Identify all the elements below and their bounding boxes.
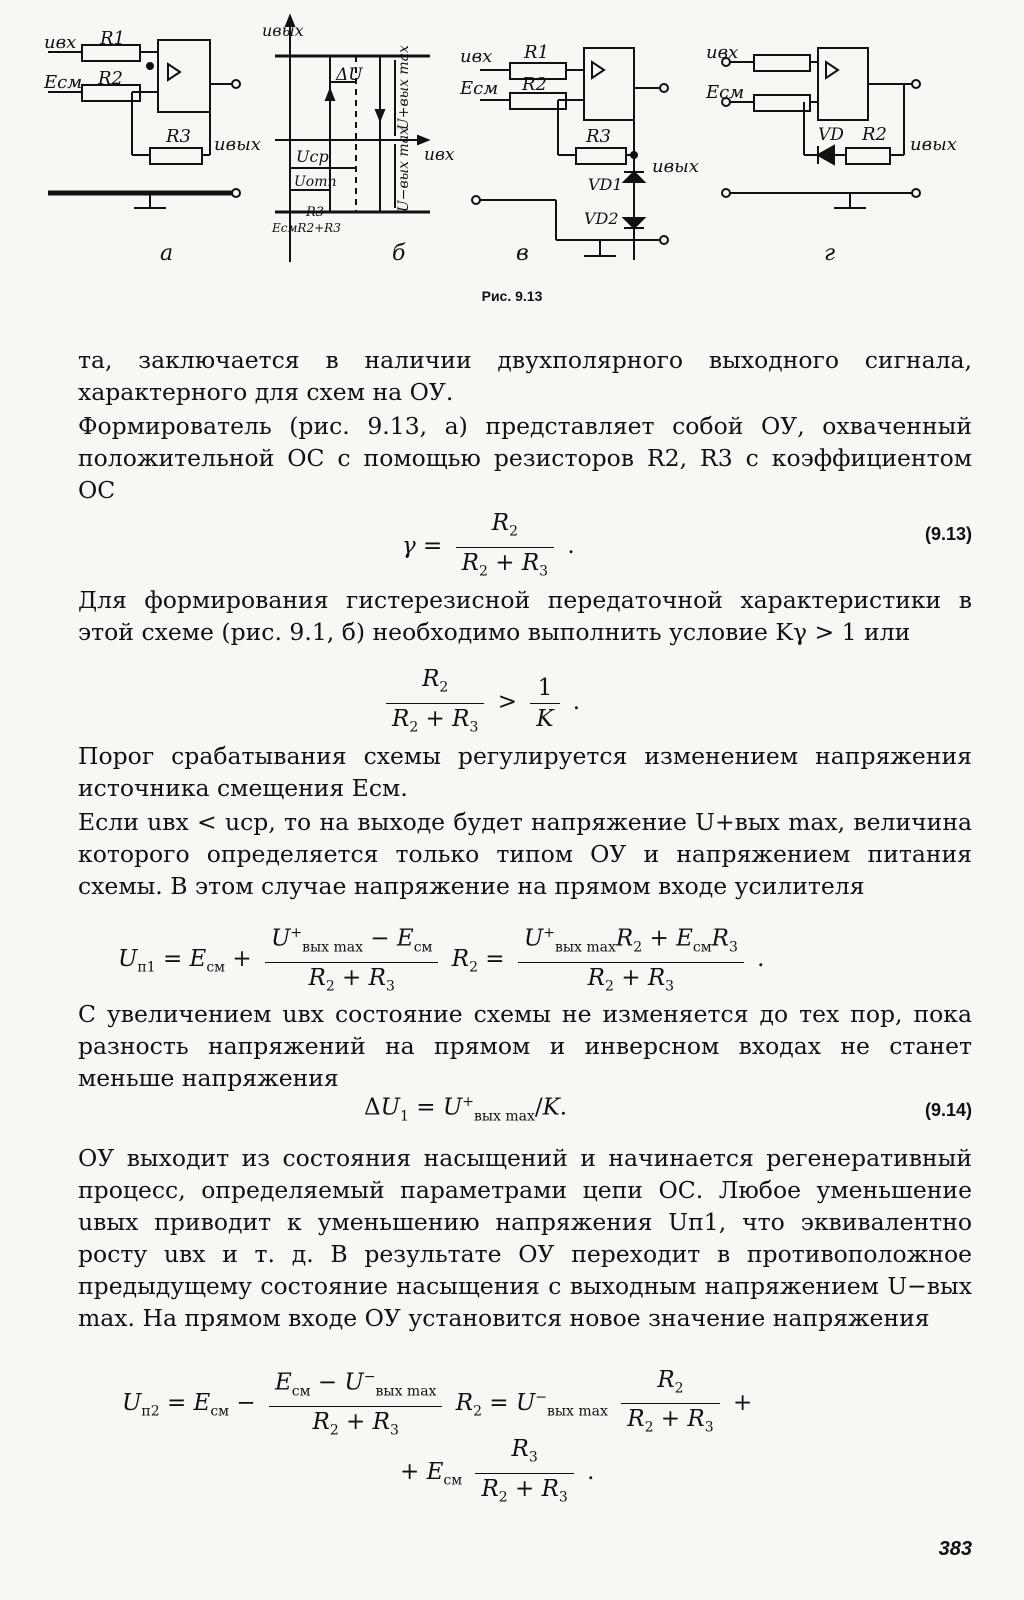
paragraph-6: С увеличением uвх состояние схемы не изменяется до тех пор, пока разность напряжений на прямом и инверсном входах не станет меньше напряжения <box>78 1000 972 1092</box>
svg-text:Uотп: Uотп <box>294 174 337 190</box>
paragraph-4: Порог срабатывания схемы регулируется изменением напряжения источника смещения Eсм. <box>78 742 972 802</box>
svg-text:б: б <box>392 241 406 266</box>
hysteresis-graph-b <box>262 16 455 266</box>
equation-un2-cont: + $E_{см}$ $\frac{R_3}{R_2 + R_3}$ . <box>400 1436 595 1506</box>
circuit-v <box>459 42 699 266</box>
svg-text:R3: R3 <box>586 126 612 147</box>
svg-text:uвх: uвх <box>460 46 493 67</box>
circuit-g <box>705 42 957 266</box>
paragraph-7: ОУ выходит из состояния насыщений и начинается регенеративный процесс, определяемый параметрами цепи ОС. Любое уменьшение uвых приводит к уменьшению напряжения Uп1, что эквивалентно росту uвх и т. д. В результате ОУ переходит в противоположное предыдущему состояние насыщения с выходным напряжением U−вых max. На прямом входе ОУ установится новое значение напряжения <box>78 1144 972 1332</box>
svg-text:uвх: uвх <box>424 145 455 165</box>
label-u-in: uвх <box>44 32 77 53</box>
svg-text:U−вых max: U−вых max <box>396 127 412 212</box>
svg-text:г: г <box>824 241 836 266</box>
svg-text:VD: VD <box>818 125 844 145</box>
svg-text:uвх: uвх <box>706 42 739 63</box>
svg-text:uвых: uвых <box>262 21 304 40</box>
svg-text:R2: R2 <box>862 124 888 145</box>
svg-text:Uср: Uср <box>296 147 329 166</box>
paragraph-3: Для формирования гистерезисной передаточной характеристики в этой схеме (рис. 9.1, б) необходимо выполнить условие Kγ > 1 или <box>78 586 972 646</box>
figure-9-13 <box>0 0 1024 290</box>
equation-9-14: $\Delta U_1 = U^+_{вых max}/K$. <box>364 1094 568 1125</box>
svg-text:Eсм: Eсм <box>460 78 499 99</box>
page-number: 383 <box>938 1538 972 1560</box>
svg-text:R3: R3 <box>306 205 325 220</box>
paragraph-2: Формирователь (рис. 9.13, а) представляет собой ОУ, охваченный положительной ОС с помощью резисторов R2, R3 с коэффициентом ОС <box>78 412 972 504</box>
svg-text:ΔU: ΔU <box>336 65 363 85</box>
svg-text:VD2: VD2 <box>584 209 619 228</box>
circuit-a <box>43 28 261 266</box>
svg-text:в: в <box>516 241 529 266</box>
svg-text:uвых: uвых <box>910 134 957 155</box>
equation-9-13: γ = $\frac{R_2}{R_2 + R_3}$ . <box>402 510 575 580</box>
svg-text:Eсм: Eсм <box>44 72 83 93</box>
svg-text:U+вых max: U+вых max <box>396 45 412 130</box>
equation-un2: $U_{п2} = E_{см}$ − $\frac{E_{см} - U^-_{вых max}}{R_2 + R_3}$ $R_2 = U^-_{вых max}$ $\frac{R_2}{R_2 + R_3}$ + <box>122 1362 752 1446</box>
equation-un1: $U_{п1} = E_{см}$ + $\frac{U^+_{вых max} - E_{см}}{R_2 + R_3}$ $R_2$ = $\frac{U^+_{вых max}R_2 + E_{см}R_3}{R_2 + R_3}$ . <box>118 918 764 1002</box>
svg-text:EсмR2+R3: EсмR2+R3 <box>272 221 341 235</box>
paragraph-1: та, заключается в наличии двухполярного выходного сигнала, характерного для схем на ОУ. <box>78 346 972 406</box>
svg-text:uвых: uвых <box>652 156 699 177</box>
svg-text:R2: R2 <box>98 68 124 89</box>
svg-text:VD1: VD1 <box>588 175 623 194</box>
equation-number-9-13: (9.13) <box>924 524 972 544</box>
figure-caption: Рис. 9.13 <box>481 288 543 304</box>
svg-text:uвых: uвых <box>214 134 261 155</box>
equation-number-9-14: (9.14) <box>924 1100 972 1120</box>
svg-text:R2: R2 <box>522 74 548 95</box>
svg-text:а: а <box>160 241 174 266</box>
svg-text:Eсм: Eсм <box>706 82 745 103</box>
svg-text:R1: R1 <box>100 28 126 49</box>
paragraph-5: Если uвх < uср, то на выходе будет напряжение U+вых max, величина которого определяется только типом ОУ и напряжением питания схемы. В этом случае напряжение на прямом входе усилителя <box>78 808 972 900</box>
svg-text:R1: R1 <box>524 42 550 63</box>
equation-condition: $\frac{R_2}{R_2 + R_3}$ > $\frac{1}{K}$ . <box>380 664 580 742</box>
svg-text:R3: R3 <box>166 126 192 147</box>
